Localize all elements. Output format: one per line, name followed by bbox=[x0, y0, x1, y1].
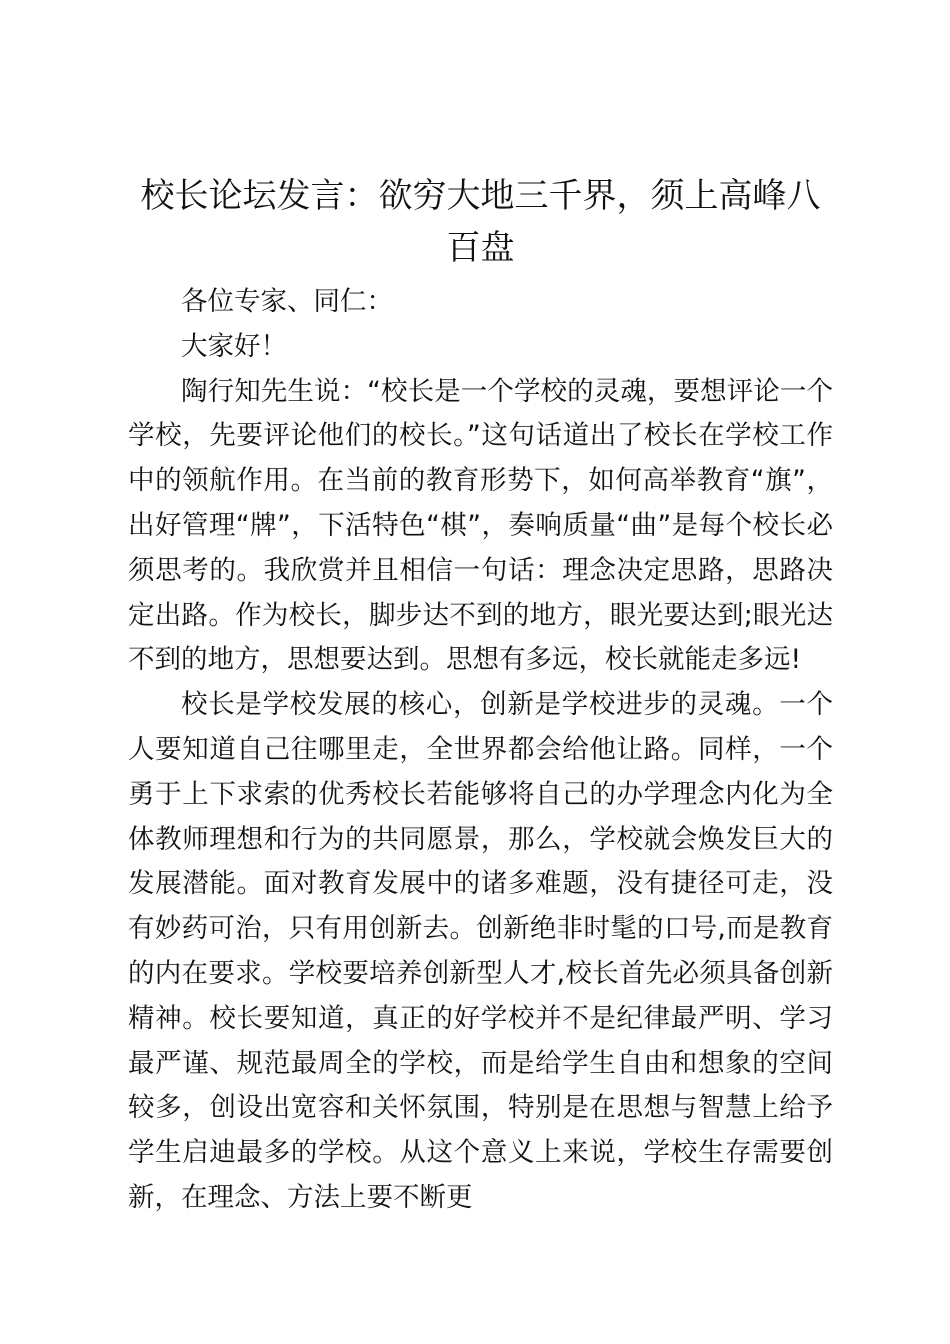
body-paragraph: 校长是学校发展的核心，创新是学校进步的灵魂。一个人要知道自己往哪里走，全世界都会给他让路。同样，一个勇于上下求索的优秀校长若能够将自己的办学理念内化为全体教师理想和行为的共同愿景，那么，学校就会焕发巨大的发展潜能。面对教育发展中的诸多难题，没有捷径可走，没有妙药可治，只有用创新去。创新绝非时髦的口号,而是教育的内在要求。学校要培养创新型人才,校长首先必须具备创新精神。校长要知道，真正的好学校并不是纪律最严明、学习最严谨、规范最周全的学校，而是给学生自由和想象的空间较多，创设出宽容和关怀氛围，特别是在思想与智慧上给予学生启迪最多的学校。从这个意义上来说，学校生存需要创新，在理念、方法上要不断更 bbox=[128, 689, 833, 1213]
document-title: 校长论坛发言：欲穷大地三千界，须上高峰八百盘 bbox=[140, 176, 821, 268]
greeting-paragraph: 大家好！ bbox=[181, 330, 287, 362]
body-paragraph: 陶行知先生说：“校长是一个学校的灵魂，要想评论一个学校，先要评论他们的校长。”这句话道出了校长在学校工作中的领航作用。在当前的教育形势下，如何高举教育“旗”，出好管理“牌”，下活特色“棋”，奏响质量“曲”是每个校长必须思考的。我欣赏并且相信一句话：理念决定思路，思路决定出路。作为校长，脚步达不到的地方，眼光要达到;眼光达不到的地方，思想要达到。思想有多远，校长就能走多远! bbox=[128, 375, 833, 676]
document-page bbox=[128, 170, 833, 1221]
salutation-paragraph: 各位专家、同仁： bbox=[181, 286, 393, 317]
